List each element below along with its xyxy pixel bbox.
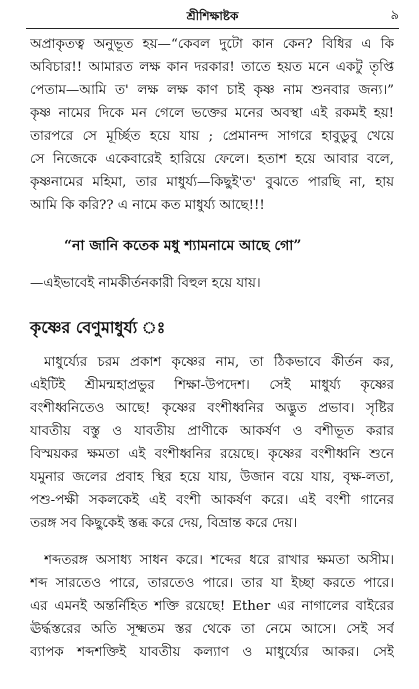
paragraph-line: মাধুর্য্যের চরম প্রকাশ কৃষ্ণের নাম, তা ঠিকভাবে কীর্তন কর,: [44, 355, 394, 370]
paragraph-line: শব্দতরঙ্গ অসাধ্য সাধন করে। শব্দের ধরে রাখার ক্ষমতা অসীম।: [44, 553, 394, 568]
paragraph-line: তরঙ্গ সব কিছুকেই স্তব্ধ করে দেয়, বিভ্রান্ত করে দেয়।: [30, 516, 298, 531]
paragraph-line: বংশীধ্বনিতেও আছে! কৃষ্ণের বংশীধ্বনির অদ্ভুত প্রভাব। সৃষ্টির: [30, 401, 394, 416]
paragraph-line: বিস্ময়কর ক্ষমতা এই বংশীধ্বনির রয়েছে। কৃষ্ণের বংশীধ্বনি শুনে: [30, 447, 394, 462]
paragraph-line: কৃষ্ণনামের মহিমা, তার মাধুর্য্য—কিছুই'ত' বুঝতে পারছি না, হায়: [30, 175, 394, 190]
paragraph-line: এইটিই শ্রীমন্মহাপ্রভুর শিক্ষা-উপদেশ। সেই মাধুর্য্য কৃষ্ণের: [30, 378, 394, 393]
paragraph-line: সে নিজেকে একেবারেই হারিয়ে ফেলে। হতাশ হয়ে আবার বলে,: [30, 152, 394, 167]
paragraph-line: পেতাম—আমি ত' লক্ষ লক্ষ কাণ চাই কৃষ্ণ নাম শুনবার জন্য।”: [30, 83, 394, 98]
paragraph-line: ঊর্দ্ধস্তরের অতি সূক্ষ্মতম স্তর থেকে তা নেমে আসে। সেই সর্ব: [30, 622, 394, 637]
paragraph-line: অবিচার!! আমারত লক্ষ কান দরকার! তাতে হয়ত মনে একটু তৃপ্তি: [30, 60, 394, 75]
header-rule: [26, 28, 399, 29]
paragraph-line: শব্দ সারতেও পারে, তারতেও পারে। তার যা ইচ্ছা করতে পারে।: [30, 576, 394, 591]
paragraph-line: ব্যাপক শব্দশক্তিই যাবতীয় কল্যাণ ও মাধুর্য্যের আকর। সেই: [30, 645, 394, 660]
paragraph-line: অপ্রাকৃতত্ব অনুভূত হয়—“কেবল দুটো কান কেন? বিধির এ কি: [30, 37, 394, 52]
page-number: ৯: [390, 8, 399, 23]
header-title: শ্রীশিক্ষাষ্টক: [186, 9, 239, 23]
paragraph-line: এর এমনই অন্তর্নিহিত শক্তি রয়েছে! Ether এর নাগালের বাইরের: [30, 599, 394, 614]
running-header: [26, 6, 399, 26]
paragraph-line: পশু-পক্ষী সকলকেই এই বংশী আকর্ষণ করে। এই বংশী গানের: [30, 493, 394, 508]
paragraph-line: —এইভাবেই নামকীর্তনকারী বিহুল হয়ে যায়।: [30, 276, 261, 291]
paragraph-line: তারপরে সে মূৰ্চ্ছিত হয়ে যায় ; প্রেমানন্দ সাগরে হাবুডুবু খেয়ে: [30, 129, 394, 144]
paragraph-line: যাবতীয় বস্তু ও যাবতীয় প্রাণীকে আকর্ষণ ও বশীভূত করার: [30, 424, 394, 439]
paragraph-line: কৃষ্ণ নামের দিকে মন গেলে ভক্তের মনের অবস্থা এই রকমই হয়!: [30, 106, 394, 121]
paragraph-line: আমি কি করি?? এ নামে কত মাধুর্য্য আছে!!!: [30, 198, 265, 213]
song-quote: “না জানি কতেক মধু শ্যামনামে আছে গো”: [64, 238, 302, 254]
section-heading: কৃষ্ণের বেণুমাধুর্য্য ঃ: [30, 318, 166, 337]
paragraph-line: যমুনার জলের প্রবাহ স্থির হয়ে যায়, উজান বয়ে যায়, বৃক্ষ-লতা,: [30, 470, 394, 485]
